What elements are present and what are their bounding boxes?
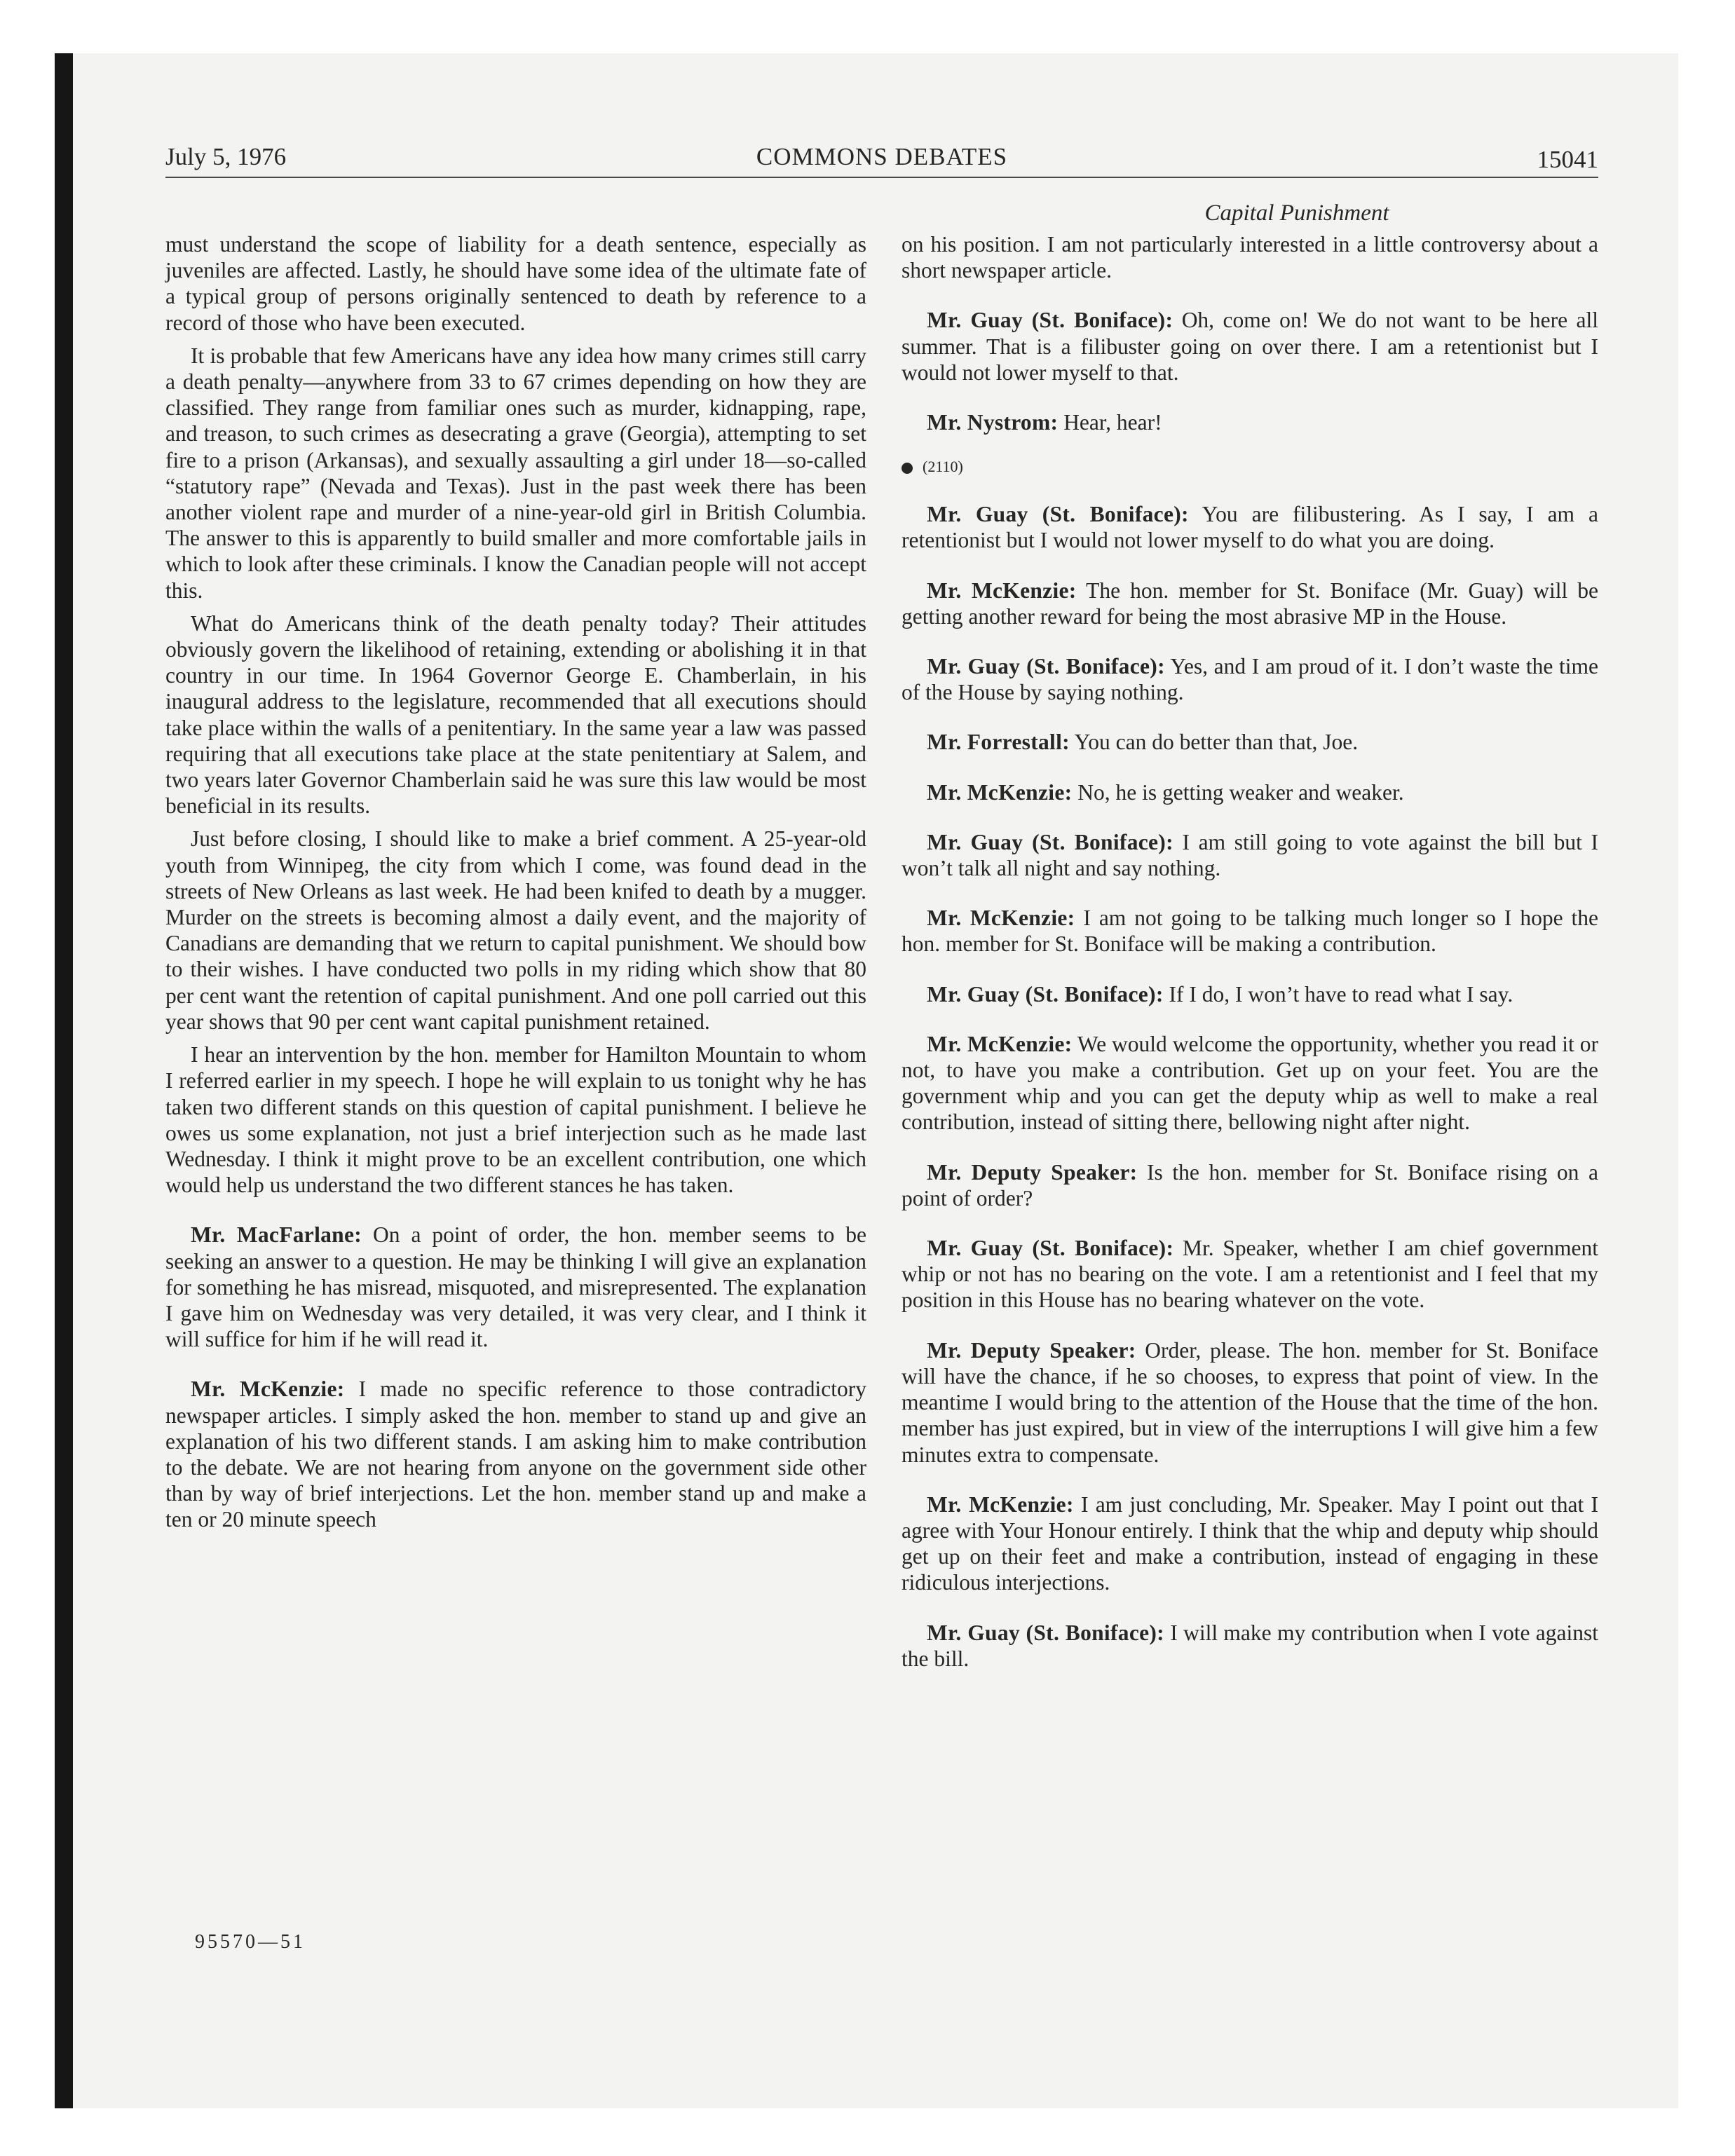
speech [901, 1337, 1598, 1468]
time-marker-text: (2110) [923, 458, 963, 476]
speech [901, 1620, 1598, 1672]
speech-text: I am just concluding, Mr. Speaker. May I point out that I agree with Your Honour entirely. I think that the whip and deputy whip should get up on their feet and make a contribution, instead of engaging in these ridiculous interjections. [901, 1492, 1599, 1595]
speech [901, 1235, 1598, 1314]
speaker-name: Mr. Guay (St. Boniface): [927, 981, 1164, 1007]
speech-text: No, he is getting weaker and weaker. [1077, 779, 1404, 805]
speech [901, 501, 1598, 553]
speaker-name: Mr. McKenzie: [927, 578, 1077, 603]
speech [901, 578, 1598, 629]
paragraph: on his position. I am not particularly interested in a little controversy about a short newspaper article. [901, 232, 1598, 283]
paragraph: It is probable that few Americans have any idea how many crimes still carry a death penalty—anywhere from 33 to 67 crimes depending on how they are classified. They range from familiar ones such as murder, kidnapping, rape, and treason, to such crimes as desecrating a grave (Georgia), attempting to set fire to a prison (Arkansas), and sexually assaulting a girl under 18—so-called “statutory rape” (Nevada and Texas). Just in the past week there has been another violent rape and murder of a nine-year-old girl in British Columbia. The answer to this is apparently to build smaller and more comfortable jails in which to look after these criminals. I know the Canadian people will not accept this. [165, 343, 866, 603]
speech-text: If I do, I won’t have to read what I say. [1169, 981, 1513, 1007]
speaker-name: Mr. Deputy Speaker: [927, 1159, 1138, 1185]
speech [901, 981, 1598, 1007]
speaker-name: Mr. Guay (St. Boniface): [927, 502, 1189, 527]
speech-text: Order, please. The hon. member for St. Boniface will have the chance, if he so chooses, to express that point of view. In the meantime I would bring to the attention of the House that the time of the hon. member has just expired, but in view of the interruptions I will give him a few minutes extra to compensate. [901, 1337, 1598, 1467]
speaker-name: Mr. McKenzie: [927, 779, 1073, 805]
speaker-name: Mr. Forrestall: [927, 730, 1070, 755]
bullet-icon [901, 463, 913, 474]
speech-text: You can do better than that, Joe. [1074, 730, 1359, 755]
speaker-name: Mr. McKenzie: [927, 906, 1075, 931]
speech-text: I made no specific reference to those contradictory newspaper articles. I simply asked the hon. member to stand up and give an explanation of his two different stands. I am asking him to make contribution to the debate. We are not hearing from anyone on the government side other than by way of brief interjections. Let the hon. member stand up and make a ten or 20 minute speech [165, 1377, 866, 1532]
time-marker [901, 456, 1598, 477]
speech [901, 307, 1598, 386]
speech-text: We would welcome the opportunity, whether you read it or not, to have you make a contribution. Get up on your feet. You are the government whip and you can get the deputy whip as well to make a real contribution, instead of sitting there, bellowing night after night. [901, 1031, 1599, 1135]
header-date: July 5, 1976 [165, 143, 287, 170]
speech [165, 1376, 866, 1532]
speech [901, 905, 1598, 957]
speech [901, 779, 1598, 805]
paragraph: What do Americans think of the death penalty today? Their attitudes obviously govern the likelihood of retaining, extending or abolishing it in that country in our time. In 1964 Governor George E. Chamberlain, in his inaugural address to the legislature, recommended that all executions should take place within the walls of a penitentiary. In the same year a law was passed requiring that all executions take place at the state penitentiary at Salem, and two years later Governor Chamberlain said he was sure this law would be most beneficial in its results. [165, 610, 866, 819]
speech [901, 829, 1598, 881]
speech-text: The hon. member for St. Boniface (Mr. Guay) will be getting another reward for being the most abrasive MP in the House. [901, 578, 1599, 629]
speaker-name: Mr. Guay (St. Boniface): [927, 1236, 1174, 1261]
speech-text: I am not going to be talking much longer so I hope the hon. member for St. Boniface will be making a contribution. [901, 906, 1598, 957]
speech-text: Yes, and I am proud of it. I don’t waste the time of the House by saying nothing. [901, 654, 1598, 705]
speech-text: I am still going to vote against the bill but I won’t talk all night and say nothing. [901, 829, 1598, 881]
speaker-name: Mr. McKenzie: [927, 1492, 1074, 1517]
speech [901, 1492, 1598, 1596]
speaker-name: Mr. Guay (St. Boniface): [927, 829, 1173, 854]
speech-text: On a point of order, the hon. member seems to be seeking an answer to a question. He may be thinking I will give an explanation for something he has misread, misquoted, and misrepresented. The explanation I gave him on Wednesday was very detailed, it was very clear, and I think it will suffice for him if he will read it. [165, 1222, 867, 1352]
speech [901, 1031, 1598, 1135]
speech-text: You are filibustering. As I say, I am a retentionist but I would not lower myself to do what you are doing. [901, 502, 1598, 553]
speaker-name: Mr. Guay (St. Boniface): [927, 1620, 1164, 1645]
speaker-name: Mr. Nystrom: [927, 410, 1059, 435]
speech-text: Mr. Speaker, whether I am chief government whip or not has no bearing on the vote. I am a retentionist and I feel that my position in this House has no bearing whatever on the vote. [901, 1236, 1598, 1313]
printer-code: 95570—51 [195, 1931, 306, 1953]
header-page-number: 15041 [1537, 146, 1598, 173]
speech [901, 653, 1598, 705]
speaker-name: Mr. Guay (St. Boniface): [927, 654, 1165, 679]
paragraph: must understand the scope of liability for a death sentence, especially as juveniles are affected. Lastly, he should have some idea of the ultimate fate of a typical group of persons originally sentenced to death by reference to a record of those who have been executed. [165, 232, 866, 335]
speech [901, 729, 1598, 755]
speaker-name: Mr. McKenzie: [927, 1031, 1073, 1056]
speech [901, 409, 1598, 435]
speech-text: Oh, come on! We do not want to be here all summer. That is a filibuster going on over there. I am a retentionist but I would not lower myself to that. [901, 308, 1598, 385]
left-column [165, 231, 866, 1533]
speaker-name: Mr. Guay (St. Boniface): [927, 308, 1173, 333]
page-header [165, 143, 1598, 178]
speech [901, 1159, 1598, 1211]
speaker-name: Mr. Deputy Speaker: [927, 1337, 1136, 1363]
speech-text: Hear, hear! [1063, 410, 1162, 435]
speaker-name: Mr. McKenzie: [191, 1377, 345, 1402]
speech [165, 1222, 866, 1352]
right-column [901, 231, 1598, 1672]
header-title: COMMONS DEBATES [756, 143, 1008, 170]
speech-text: I will make my contribution when I vote against the bill. [901, 1620, 1598, 1671]
speaker-name: Mr. MacFarlane: [191, 1222, 362, 1248]
paragraph: Just before closing, I should like to make a brief comment. A 25-year-old youth from Winnipeg, the city from which I come, was found dead in the streets of New Orleans as last week. He had been knifed to death by a mugger. Murder on the streets is becoming almost a daily event, and the majority of Canadians are demanding that we return to capital punishment. We should bow to their wishes. I have conducted two polls in my riding which show that 80 per cent want the retention of capital punishment. And one poll carried out this year shows that 90 per cent want capital punishment retained. [165, 826, 866, 1034]
paragraph: I hear an intervention by the hon. member for Hamilton Mountain to whom I referred earlier in my speech. I hope he will explain to us tonight why he has taken two different stands on this question of capital punishment. I believe he owes us some explanation, not just a brief interjection such as he made last Wednesday. I think it might prove to be an excellent contribution, one which would help us understand the two different stances he has taken. [165, 1042, 866, 1198]
section-title: Capital Punishment [1204, 200, 1389, 226]
speech-text: Is the hon. member for St. Boniface rising on a point of order? [901, 1159, 1598, 1210]
